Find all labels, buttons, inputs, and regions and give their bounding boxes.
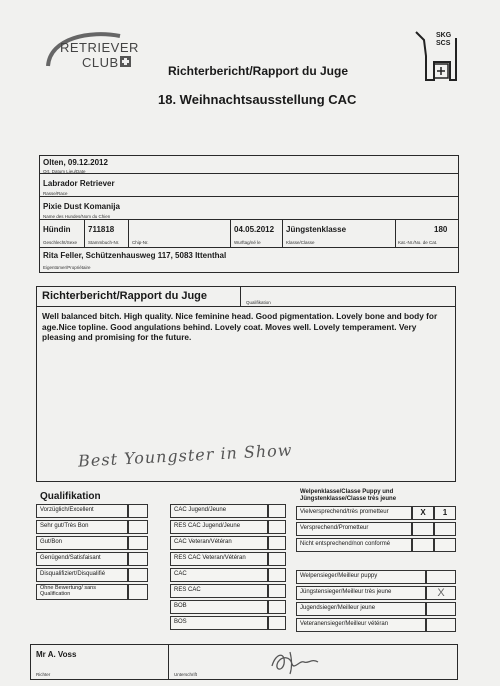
rating-mark-tres-prometteur[interactable]: X (412, 506, 434, 520)
place-date-value: Olten, 09.12.2012 (43, 158, 108, 167)
award-check-meilleur-puppy[interactable] (426, 570, 456, 584)
judge-name: Mr A. Voss (36, 650, 77, 659)
signature-label: Unterschrift (174, 672, 198, 677)
title-check-res-cac-jeune[interactable] (268, 520, 286, 534)
title-cac-veteran[interactable]: CAC Veteran/Vétéran (170, 536, 268, 550)
award-check-meilleur-tres-jeune[interactable]: X (426, 586, 456, 600)
dog-name-value: Pixie Dust Komanija (43, 202, 120, 211)
qual-tres-bon[interactable]: Sehr gut/Très Bon (36, 520, 128, 534)
class-label: Klasse/Classe (286, 240, 315, 245)
class-value: Jüngstenklasse (286, 225, 347, 234)
qual-check-tres-bon[interactable] (128, 520, 148, 534)
qual-check-bon[interactable] (128, 536, 148, 550)
report-qual-label: Qualifikation (246, 300, 271, 305)
title-check-cac-veteran[interactable] (268, 536, 286, 550)
rating-non-conforme[interactable]: Nicht entsprechend/non conformé (296, 538, 412, 552)
qual-excellent[interactable]: Vorzüglich/Excellent (36, 504, 128, 518)
title-check-res-cac-veteran[interactable] (268, 552, 286, 566)
qual-sans-qualification[interactable]: Ohne Bewertung/ sans Qualification (36, 584, 128, 600)
title-check-res-cac[interactable] (268, 584, 286, 598)
judge-signature-icon (266, 648, 326, 676)
place-date-label: Ort, Datum Lieu/Date (43, 169, 86, 174)
rating-mark-non-conforme[interactable] (412, 538, 434, 552)
chip-label: Chip-Nr. (132, 240, 149, 245)
title-check-cac[interactable] (268, 568, 286, 582)
sex-label: Geschlecht/Sexe (43, 240, 78, 245)
title-check-bob[interactable] (268, 600, 286, 614)
title-res-cac[interactable]: RES CAC (170, 584, 268, 598)
title-check-bos[interactable] (268, 616, 286, 630)
scs-text: SCS (436, 40, 451, 47)
studbook-label: Stammbuch-Nr. (88, 240, 120, 245)
catalog-value: 180 (434, 225, 448, 234)
sex-value: Hündin (43, 225, 71, 234)
rating-rank-non-conforme[interactable] (434, 538, 456, 552)
rating-rank-prometteur[interactable] (434, 522, 456, 536)
page-subtitle: 18. Weihnachtsausstellung CAC (158, 92, 357, 107)
qual-check-disqualifie[interactable] (128, 568, 148, 582)
award-meilleur-jeune[interactable]: Jugendsieger/Meilleur jeune (296, 602, 426, 616)
owner-label: Eigentümer/Propriétaire (43, 265, 91, 270)
skg-logo (412, 28, 460, 88)
puppy-title-line2: Jüngstenklasse/Classe très jeune (300, 496, 397, 502)
dob-label: Wurftag/né le (234, 240, 261, 245)
report-title: Richterbericht/Rapport du Juge (42, 290, 208, 302)
rating-prometteur[interactable]: Versprechend/Prometteur (296, 522, 412, 536)
title-cac[interactable]: CAC (170, 568, 268, 582)
catalog-label: Kat.-Nr./No. de Cat. (398, 240, 438, 245)
rating-mark-prometteur[interactable] (412, 522, 434, 536)
award-meilleur-tres-jeune[interactable]: Jüngstensieger/Meilleur très jeune (296, 586, 426, 600)
qual-check-excellent[interactable] (128, 504, 148, 518)
title-check-cac-jeune[interactable] (268, 504, 286, 518)
title-cac-jeune[interactable]: CAC Jugend/Jeune (170, 504, 268, 518)
award-meilleur-puppy[interactable]: Welpensieger/Meilleur puppy (296, 570, 426, 584)
judge-label: Richter (36, 672, 51, 677)
breed-value: Labrador Retriever (43, 179, 115, 188)
studbook-value: 711818 (88, 225, 115, 234)
page-title: Richterbericht/Rapport du Juge (168, 64, 349, 78)
title-bob[interactable]: BOB (170, 600, 268, 614)
swiss-cross-icon (120, 56, 131, 67)
qual-satisfaisant[interactable]: Genügend/Satisfaisant (36, 552, 128, 566)
retriever-club-logo (40, 28, 140, 84)
qual-bon[interactable]: Gut/Bon (36, 536, 128, 550)
title-res-cac-jeune[interactable]: RES CAC Jugend/Jeune (170, 520, 268, 534)
qual-check-sans-qualification[interactable] (128, 584, 148, 600)
logo-text-club: CLUB (82, 55, 119, 70)
rating-tres-prometteur[interactable]: Vielversprechend/très prometteur (296, 506, 412, 520)
dob-value: 04.05.2012 (234, 225, 275, 234)
title-res-cac-veteran[interactable]: RES CAC Veteran/Vétéran (170, 552, 268, 566)
dog-name-label: Name des Hundes/Nom du Chien (43, 214, 111, 219)
logo-text-retriever: RETRIEVER (60, 40, 139, 55)
skg-text: SKG (436, 32, 452, 39)
handwritten-note: Best Youngster in Show (77, 440, 293, 471)
award-check-meilleur-jeune[interactable] (426, 602, 456, 616)
judge-box (30, 644, 458, 680)
report-text: Well balanced bitch. High quality. Nice feminine head. Good pigmentation. Lovely bone and body for age.Nice topline. Good angulations behind. Lovely coat. Moves well. Lovely temperament. Very pleasing and promising for the future. (42, 311, 438, 342)
title-bos[interactable]: BOS (170, 616, 268, 630)
qualifikation-title: Qualifikation (40, 491, 101, 502)
rating-rank-tres-prometteur[interactable]: 1 (434, 506, 456, 520)
qual-check-satisfaisant[interactable] (128, 552, 148, 566)
qual-disqualifie[interactable]: Disqualifiziert/Disqualifié (36, 568, 128, 582)
owner-value: Rita Feller, Schützenhausweg 117, 5083 Ittenthal (43, 251, 227, 260)
award-meilleur-veteran[interactable]: Veteranensieger/Meilleur vétéran (296, 618, 426, 632)
breed-label: Rasse/Race (43, 191, 68, 196)
award-check-meilleur-veteran[interactable] (426, 618, 456, 632)
puppy-title-line1: Welpenklasse/Classe Puppy und (300, 489, 394, 495)
